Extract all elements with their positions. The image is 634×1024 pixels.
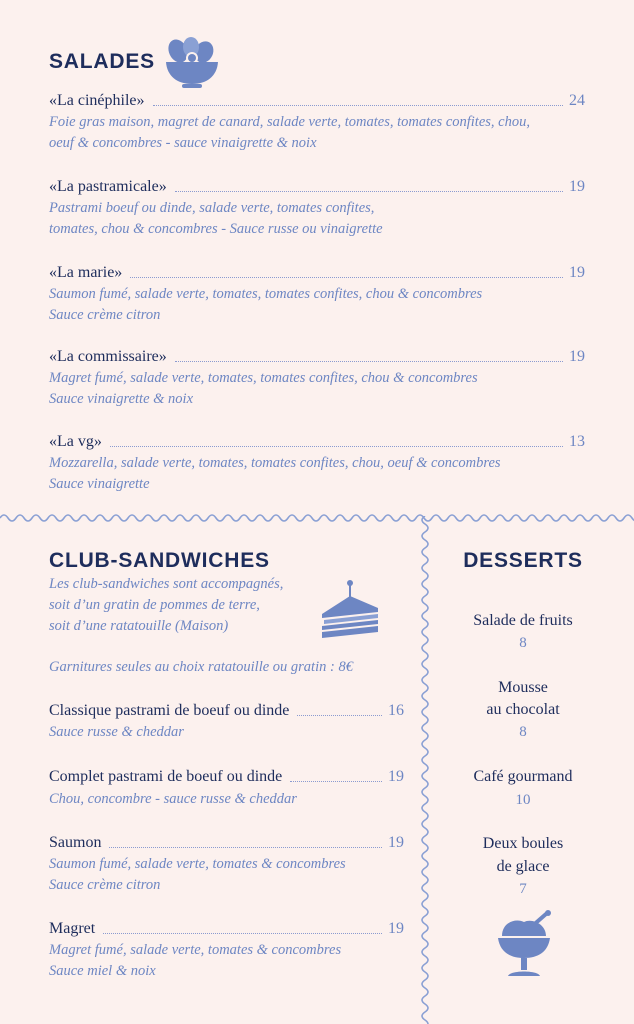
dessert-price: 7 bbox=[519, 881, 527, 897]
leader-dots bbox=[153, 105, 563, 106]
dessert-price: 8 bbox=[519, 724, 527, 740]
salad-bowl-icon bbox=[164, 36, 220, 90]
item-price: 16 bbox=[388, 702, 404, 719]
item-description: Saumon fumé, salade verte, tomates & concombres bbox=[49, 856, 346, 872]
club-intro-text: soit d’un gratin de pommes de terre, bbox=[49, 597, 260, 613]
garnish-note: Garnitures seules au choix ratatouille ou gratin : 8€ bbox=[49, 659, 353, 675]
salad-item-commissaire bbox=[49, 348, 585, 366]
club-item-magret bbox=[49, 920, 404, 938]
leader-dots bbox=[103, 933, 382, 934]
item-description: Sauce miel & noix bbox=[49, 963, 156, 979]
salad-item-vg bbox=[49, 433, 585, 451]
leader-dots bbox=[175, 361, 563, 362]
club-sandwiches-heading: CLUB-SANDWICHES bbox=[49, 549, 270, 572]
leader-dots bbox=[297, 715, 382, 716]
salad-item-marie bbox=[49, 264, 585, 282]
dessert-price: 10 bbox=[515, 792, 531, 808]
item-description: Saumon fumé, salade verte, tomates, tomates confites, chou & concombres bbox=[49, 286, 483, 302]
item-description: Sauce vinaigrette bbox=[49, 476, 150, 492]
dessert-name: Salade de fruits bbox=[473, 612, 573, 629]
item-description: Sauce vinaigrette & noix bbox=[49, 391, 194, 407]
leader-dots bbox=[109, 847, 382, 848]
leader-dots bbox=[175, 191, 563, 192]
item-price: 19 bbox=[569, 348, 585, 365]
item-name: Saumon bbox=[49, 834, 102, 851]
item-price: 19 bbox=[388, 834, 404, 851]
item-description: Foie gras maison, magret de canard, salade verte, tomates, tomates confites, chou, bbox=[49, 114, 530, 130]
item-description: Mozzarella, salade verte, tomates, tomates confites, chou, oeuf & concombres bbox=[49, 455, 501, 471]
salades-heading: SALADES bbox=[49, 50, 155, 73]
leader-dots bbox=[110, 446, 563, 447]
dessert-name: de glace bbox=[496, 858, 550, 875]
item-name: «La cinéphile» bbox=[49, 92, 145, 109]
item-price: 24 bbox=[569, 92, 585, 109]
wavy-divider-horizontal bbox=[0, 510, 634, 526]
item-description: Magret fumé, salade verte, tomates, tomates confites, chou & concombres bbox=[49, 370, 478, 386]
dessert-name: Deux boules bbox=[482, 835, 564, 852]
dessert-name: Mousse bbox=[498, 679, 548, 696]
item-price: 19 bbox=[569, 264, 585, 281]
item-description: Sauce crème citron bbox=[49, 307, 161, 323]
item-description: Pastrami boeuf ou dinde, salade verte, tomates confites, bbox=[49, 200, 375, 216]
item-name: Classique pastrami de boeuf ou dinde bbox=[49, 702, 290, 719]
item-name: «La marie» bbox=[49, 264, 123, 281]
item-price: 19 bbox=[388, 920, 404, 937]
item-description: Sauce crème citron bbox=[49, 877, 161, 893]
sandwich-icon bbox=[318, 578, 382, 640]
dessert-name: Café gourmand bbox=[473, 768, 573, 785]
club-item-complet bbox=[49, 768, 404, 786]
item-name: «La pastramicale» bbox=[49, 178, 167, 195]
item-description: tomates, chou & concombres - Sauce russe ou vinaigrette bbox=[49, 221, 383, 237]
item-name: Magret bbox=[49, 920, 96, 937]
item-name: «La commissaire» bbox=[49, 348, 167, 365]
item-price: 19 bbox=[388, 768, 404, 785]
club-intro-text: Les club-sandwiches sont accompagnés, bbox=[49, 576, 284, 592]
item-description: Sauce russe & cheddar bbox=[49, 724, 184, 740]
dessert-name: au chocolat bbox=[486, 701, 560, 718]
item-description: Magret fumé, salade verte, tomates & concombres bbox=[49, 942, 342, 958]
salad-item-pastramicale bbox=[49, 178, 585, 196]
item-name: «La vg» bbox=[49, 433, 102, 450]
club-item-classique bbox=[49, 702, 404, 720]
club-intro-text: soit d’une ratatouille (Maison) bbox=[49, 618, 229, 634]
item-description: oeuf & concombres - sauce vinaigrette & noix bbox=[49, 135, 317, 151]
club-item-saumon bbox=[49, 834, 404, 852]
item-description: Chou, concombre - sauce russe & cheddar bbox=[49, 791, 297, 807]
leader-dots bbox=[130, 277, 563, 278]
leader-dots bbox=[290, 781, 382, 782]
item-name: Complet pastrami de boeuf ou dinde bbox=[49, 768, 283, 785]
item-price: 13 bbox=[569, 433, 585, 450]
dessert-price: 8 bbox=[519, 635, 527, 651]
item-price: 19 bbox=[569, 178, 585, 195]
desserts-heading: DESSERTS bbox=[463, 549, 583, 572]
salad-item-cinephile bbox=[49, 92, 585, 110]
ice-cream-cup-icon bbox=[496, 910, 554, 978]
